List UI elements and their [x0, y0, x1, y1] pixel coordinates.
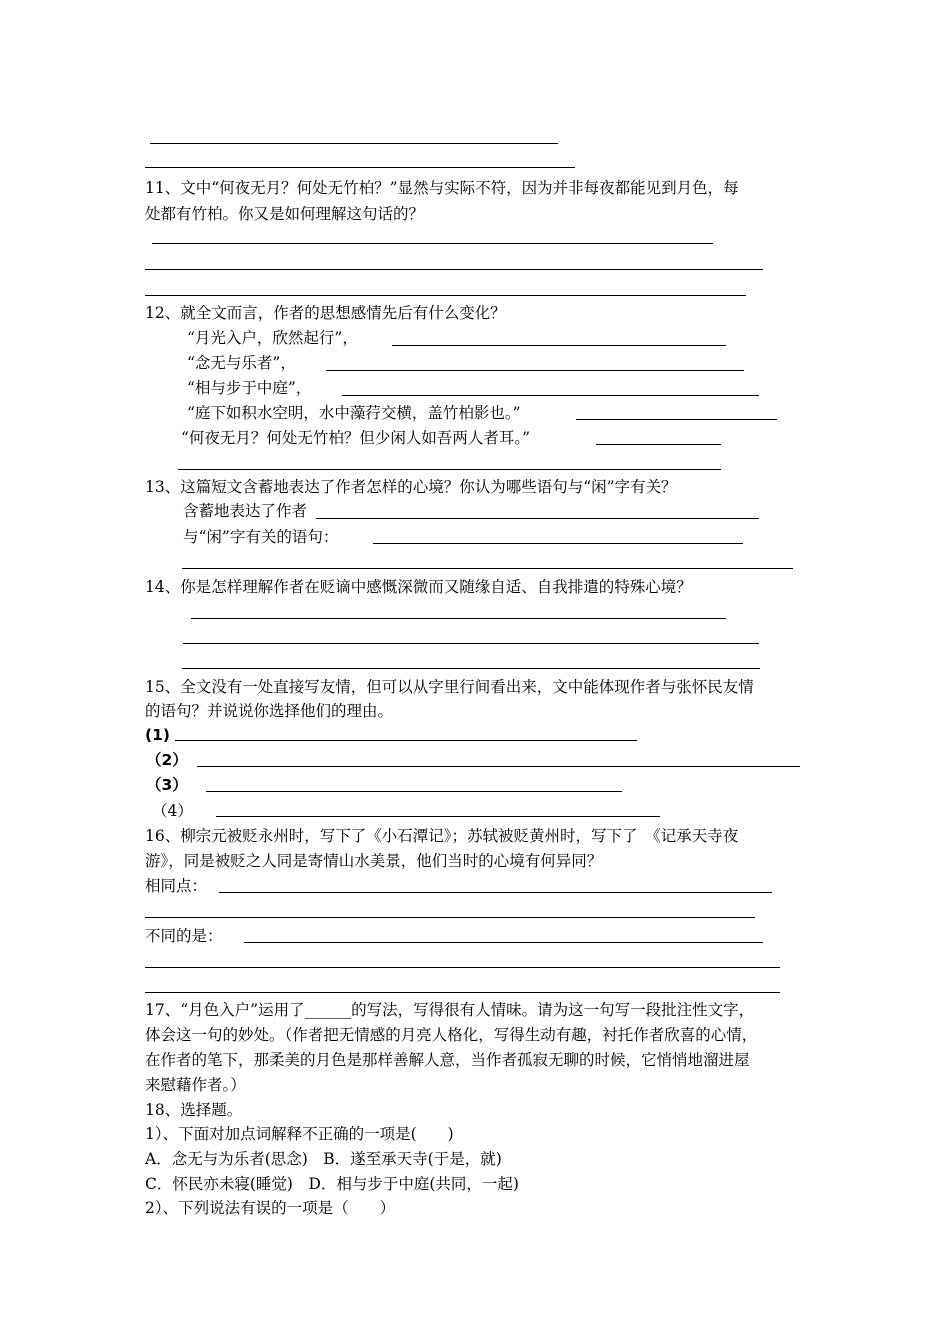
answer-line[interactable]	[316, 518, 759, 519]
answer-line[interactable]	[191, 618, 726, 619]
answer-line[interactable]	[342, 395, 759, 396]
answer-line[interactable]	[197, 766, 800, 767]
difference-label: 不同的是：	[145, 927, 223, 945]
options-a-b: A．念无与为乐者(思念) B．遂至承天寺(于是，就)	[145, 1150, 502, 1168]
answer-line[interactable]	[182, 668, 760, 669]
question-17-line-2: 体会这一句的妙处。（作者把无情感的月亮人格化，写得生动有趣，衬托作者欣喜的心情，	[145, 1026, 758, 1044]
answer-line[interactable]	[175, 740, 637, 741]
question-13-label-xian: 与“闲”字有关的语句：	[183, 528, 339, 546]
answer-number-1: (1)	[145, 726, 170, 744]
answer-number-3: （3）	[146, 776, 188, 794]
question-17-line-3: 在作者的笔下，那柔美的月色是那样善解人意，当作者孤寂无聊的时候，它悄悄地溜进屋	[145, 1051, 750, 1069]
answer-line[interactable]	[326, 370, 744, 371]
answer-line[interactable]	[145, 295, 746, 296]
answer-line[interactable]	[182, 568, 793, 569]
answer-number-4: （4）	[152, 802, 193, 820]
answer-line	[145, 167, 575, 168]
answer-number-2: （2）	[146, 751, 188, 769]
answer-line[interactable]	[596, 444, 721, 445]
question-12-item-2: “念无与乐者”，	[187, 354, 296, 372]
question-13-label-mood: 含蓄地表达了作者	[183, 502, 308, 520]
question-12-item-3: “相与步于中庭”，	[187, 379, 312, 397]
answer-line[interactable]	[206, 791, 622, 792]
question-12: 12、就全文而言，作者的思想感情先后有什么变化？	[145, 304, 506, 322]
answer-line[interactable]	[216, 816, 660, 817]
question-17-line-4: 来慰藉作者。）	[145, 1076, 246, 1094]
answer-line[interactable]	[152, 243, 713, 244]
answer-line[interactable]	[219, 892, 772, 893]
question-17-line-1: 17、“月色入户”运用了______的写法，写得很有人情味。请为这一句写一段批注性文字，	[145, 1001, 755, 1019]
question-12-item-1: “月光入户，欣然起行”，	[187, 329, 358, 347]
answer-line[interactable]	[183, 643, 759, 644]
answer-line[interactable]	[145, 917, 755, 918]
question-12-item-5: “何夜无月？何处无竹柏？但少闲人如吾两人者耳。”	[181, 429, 531, 447]
answer-line[interactable]	[145, 967, 780, 968]
question-16-line-1: 16、柳宗元被贬永州时，写下了《小石潭记》；苏轼被贬黄州时，写下了 《记承天寺夜	[145, 827, 739, 845]
answer-line[interactable]	[178, 469, 721, 470]
question-11-line-1: 11、文中“何夜无月？何处无竹柏？”显然与实际不符，因为并非每夜都能见到月色，每	[145, 179, 739, 197]
question-14: 14、你是怎样理解作者在贬谪中感慨深微而又随缘自适、自我排遣的特殊心境？	[145, 578, 692, 596]
answer-line	[150, 143, 558, 144]
question-18-sub-2: 2）、下列说法有误的一项是（ ）	[145, 1199, 396, 1217]
answer-line[interactable]	[244, 942, 763, 943]
answer-line[interactable]	[373, 543, 743, 544]
question-15-line-1: 15、全文没有一处直接写友情，但可以从字里行间看出来，文中能体现作者与张怀民友情	[145, 678, 754, 696]
question-15-line-2: 的语句？并说说你选择他们的理由。	[145, 702, 394, 720]
similarity-label: 相同点：	[145, 877, 208, 895]
answer-line[interactable]	[145, 992, 780, 993]
question-13: 13、这篇短文含蓄地表达了作者怎样的心境？你认为哪些语句与“闲”字有关？	[145, 478, 677, 496]
question-18-sub-1: 1）、下面对加点词解释不正确的一项是( )	[145, 1125, 454, 1143]
options-c-d: C．怀民亦未寝(睡觉) D．相与步于中庭(共同，一起)	[145, 1175, 519, 1193]
question-18-title: 18、选择题。	[145, 1101, 243, 1119]
answer-line[interactable]	[576, 419, 777, 420]
question-12-item-4: “庭下如积水空明，水中藻荇交横，盖竹柏影也。”	[187, 404, 521, 422]
answer-line[interactable]	[392, 345, 726, 346]
question-16-line-2: 游》，同是被贬之人同是寄情山水美景，他们当时的心境有何异同？	[145, 852, 603, 870]
answer-line[interactable]	[145, 269, 763, 270]
question-11-line-2: 处都有竹柏。你又是如何理解这句话的？	[145, 205, 425, 223]
